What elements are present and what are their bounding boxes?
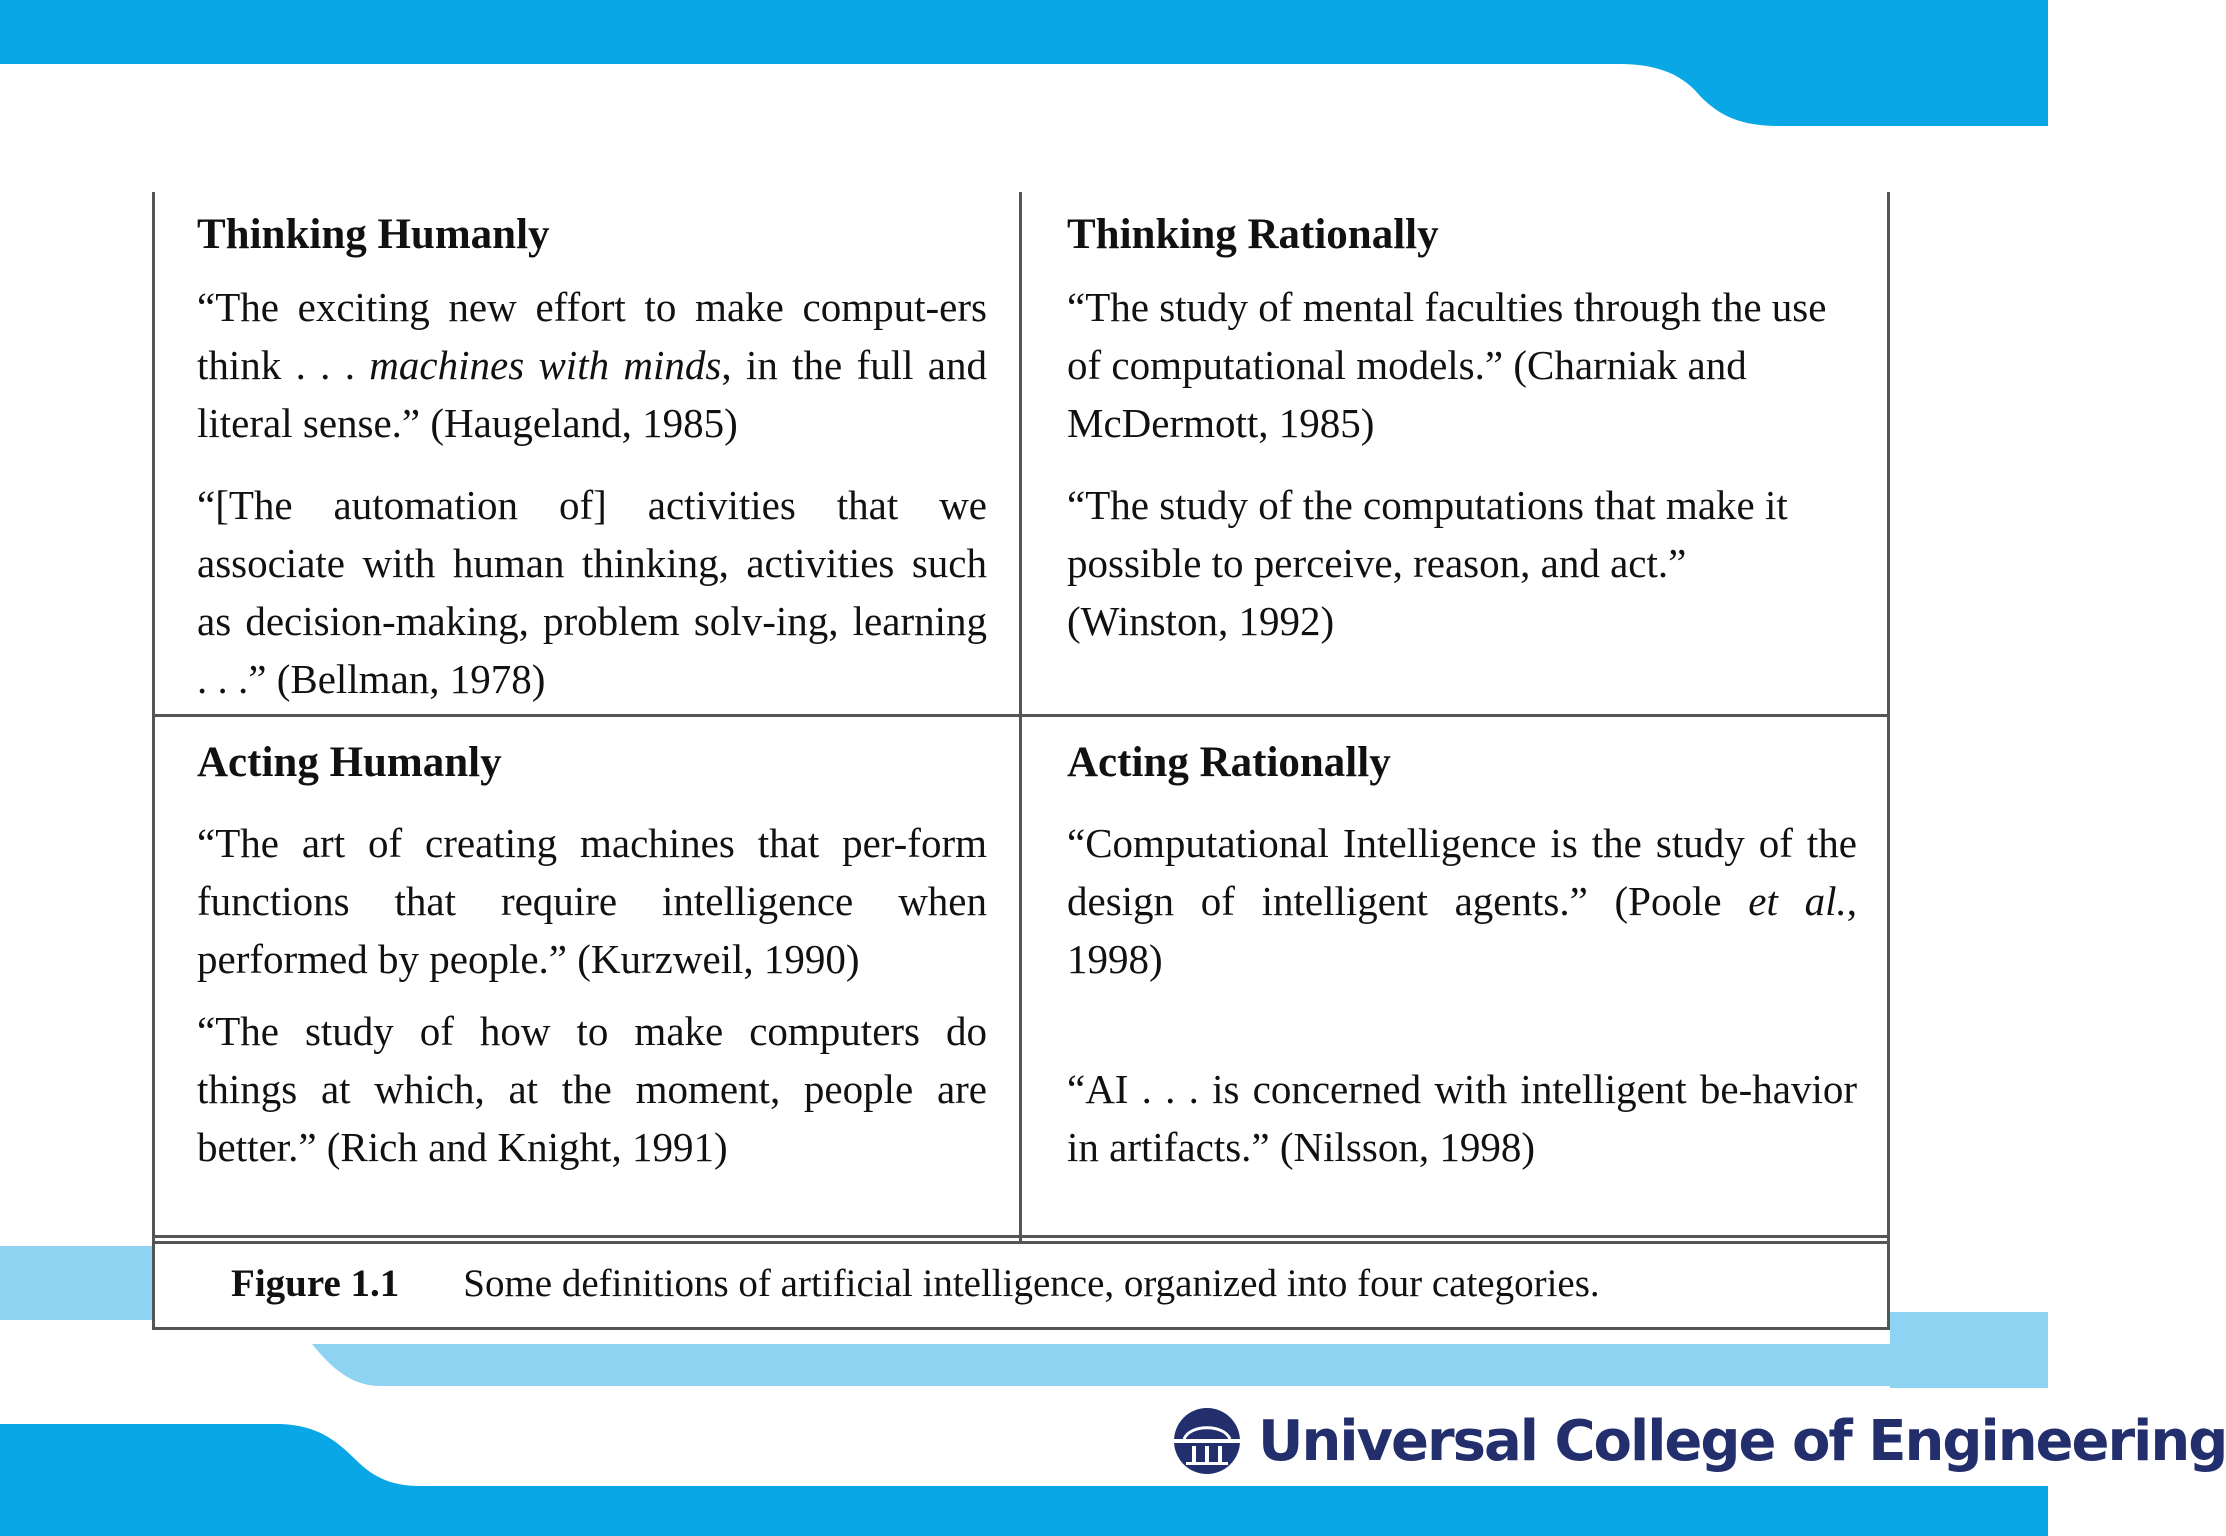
heading-acting-humanly: Acting Humanly	[197, 739, 502, 786]
heading-thinking-humanly: Thinking Humanly	[197, 211, 550, 258]
college-logo	[1168, 1404, 2226, 1478]
figure-caption	[155, 1241, 1887, 1327]
caption-divider-top	[155, 1235, 1887, 1238]
quote-winston: “The study of the computations that make it possible to perceive, reason, and act.” (Winston, 1992)	[1067, 482, 1788, 644]
quote-haugeland	[197, 278, 987, 452]
quote-nilsson: “AI . . . is concerned with intelligent be-havior in artifacts.” (Nilsson, 1998)	[1067, 1066, 1857, 1170]
quote-haugeland-emphasis: machines with minds	[369, 342, 722, 388]
heading-thinking-rationally: Thinking Rationally	[1067, 211, 1439, 258]
quote-haugeland-citation: , in the full and literal sense.” (Haugeland, 1985)	[197, 342, 987, 446]
cell-acting-rationally	[1067, 734, 1857, 1176]
definitions-grid	[155, 192, 1887, 1241]
quote-poole	[1067, 814, 1857, 988]
quote-poole-text: “Computational Intelligence is the study of the design of intelligent agents.” (Poole	[1067, 820, 1857, 924]
heading-acting-rationally: Acting Rationally	[1067, 739, 1391, 786]
cell-thinking-rationally	[1067, 206, 1857, 650]
row-divider	[155, 714, 1887, 717]
cell-thinking-humanly	[197, 206, 987, 708]
figure-label: Figure 1.1	[231, 1262, 400, 1305]
quote-rich-knight: “The study of how to make computers do things at which, at the moment, people are better.” (Rich and Knight, 1991)	[197, 1008, 987, 1170]
college-emblem-icon	[1168, 1406, 1246, 1476]
quote-bellman: “[The automation of] activities that we associate with human thinking, activities such as decision-making, problem solv-ing, learning . . .” (Bellman, 1978)	[197, 482, 987, 702]
lower-light-band	[312, 1344, 2048, 1386]
college-name: Universal College of Engineering	[1258, 1408, 2226, 1474]
top-band	[0, 0, 2048, 126]
quote-poole-citation: , 1998)	[1067, 878, 1857, 982]
quote-kurzweil: “The art of creating machines that per-form functions that require intelligence when performed by people.” (Kurzweil, 1990)	[197, 820, 987, 982]
ai-definitions-figure	[152, 192, 1890, 1330]
cell-acting-humanly	[197, 734, 987, 1176]
quote-poole-emphasis: et al.	[1748, 878, 1847, 924]
left-light-strip	[0, 1246, 152, 1320]
quote-haugeland-text: “The exciting new effort to make comput-ers think . . .	[197, 284, 987, 388]
quote-charniak-mcdermott: “The study of mental faculties through the use of computational models.” (Charniak and McDermott, 1985)	[1067, 284, 1827, 446]
caption-text: Some definitions of artificial intelligence, organized into four categories.	[463, 1262, 1600, 1305]
